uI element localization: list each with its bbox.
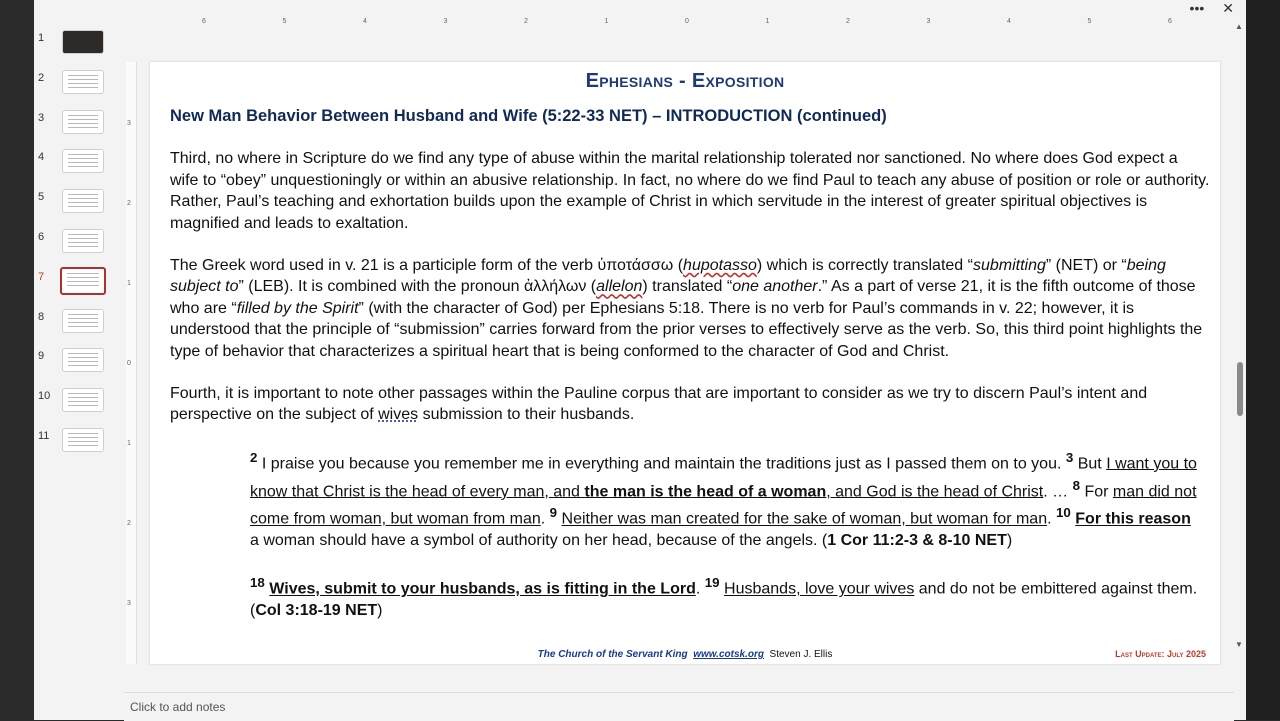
preview-line <box>68 445 98 446</box>
slide-thumbnail[interactable] <box>34 348 124 380</box>
text: But <box>1073 455 1107 473</box>
ruler-tick: 1 <box>604 18 609 25</box>
slide-thumbnail[interactable] <box>34 309 124 341</box>
text: . <box>695 580 705 598</box>
preview-line <box>68 198 98 199</box>
ellipsis-icon[interactable]: ••• <box>1189 0 1205 16</box>
text: Fourth, it is important to note other passages within the Pauline corpus that are important to consider as we try to discern Paul’s intent and perspective on the subject of <box>170 385 1148 424</box>
term-hupotasso: hupotasso <box>683 257 757 275</box>
preview-line <box>67 281 99 282</box>
preview-line <box>68 115 98 116</box>
preview-line <box>68 433 98 434</box>
preview-line <box>68 87 98 88</box>
ruler-tick: 1 <box>127 440 131 447</box>
ruler-tick: 2 <box>846 18 850 25</box>
preview-line <box>68 162 98 163</box>
slide-footer <box>150 649 1220 660</box>
author-name: Steven J. Ellis <box>769 649 833 660</box>
ruler-tick: 6 <box>202 18 206 25</box>
ruler-tick: 3 <box>926 18 931 25</box>
text: . … <box>1043 482 1073 500</box>
underlined-text: man did not come from woman, but woman from man <box>250 482 1197 528</box>
ruler-tick: 1 <box>127 280 131 287</box>
ruler-tick: 4 <box>363 18 367 25</box>
preview-line <box>67 285 99 286</box>
ruler-tick: 3 <box>127 600 131 607</box>
text: . <box>540 510 550 528</box>
preview-line <box>68 361 98 362</box>
vertical-scrollbar[interactable] <box>1234 22 1246 678</box>
preview-line <box>67 277 99 278</box>
preview-line <box>68 393 98 394</box>
title-bar-controls <box>1190 0 1234 16</box>
preview-line <box>68 246 98 247</box>
ruler-tick: 2 <box>127 200 131 207</box>
bold-text: the man is the head of a woman <box>584 482 827 500</box>
underlined-text: Neither was man created for the sake of woman, but woman for man <box>561 510 1048 528</box>
notes-placeholder[interactable]: Click to add notes <box>130 700 226 714</box>
slide-number: 5 <box>38 191 45 204</box>
underlined-text: I want you to know that Christ is the head of every man, and <box>250 455 1197 500</box>
text: I praise you because you remember me in everything and maintain the traditions just as I passed them on to you. <box>257 455 1066 473</box>
scripture-reference: Col 3:18-19 NET <box>255 602 378 620</box>
term-submitting: submitting <box>972 257 1046 275</box>
preview-line <box>68 322 98 323</box>
text: For <box>1080 482 1113 500</box>
preview-line <box>67 273 99 274</box>
slide-preview[interactable] <box>60 267 106 295</box>
text: ) which is correctly translated “ <box>756 257 973 275</box>
notes-pane[interactable] <box>124 692 1234 721</box>
text: ” (with the character of God) per Ephesians 5:18. There is no verb for Paul’s commands in v. 22; however, it is understood that the principle of “submission” carries forward from the prior verses to effectively serve as the verb. So, this third point highlights the type of behavior that characterizes a spiritual heart that is being conformed to the character of God and Christ. <box>170 299 1203 360</box>
ruler-tick: 5 <box>1087 18 1092 25</box>
text: a woman should have a symbol of authority on her head, because of the angels. ( <box>250 532 828 550</box>
preview-line <box>68 75 98 76</box>
preview-line <box>68 437 98 438</box>
horizontal-ruler <box>152 18 1218 30</box>
verse-number: 3 <box>1065 449 1074 465</box>
term-wives: wives <box>378 406 419 424</box>
slide-thumbnail[interactable] <box>34 269 124 301</box>
slide-preview[interactable] <box>62 70 104 94</box>
vertical-ruler <box>126 62 137 664</box>
slide-preview[interactable] <box>62 428 104 452</box>
text: submission to their husbands. <box>418 406 635 424</box>
preview-line <box>68 401 98 402</box>
paragraph-fourth <box>170 383 1210 426</box>
verse-number: 18 <box>250 575 265 591</box>
preview-line <box>68 206 98 207</box>
slide-number: 1 <box>38 32 45 44</box>
text: and do not be embittered against them. ( <box>250 580 1198 620</box>
preview-line <box>68 326 98 327</box>
slide-thumbnail[interactable] <box>34 189 124 221</box>
slide-number: 10 <box>38 390 51 403</box>
slide-preview[interactable] <box>62 348 104 372</box>
preview-line <box>68 397 98 398</box>
ruler-tick: 3 <box>127 120 131 127</box>
slide-body[interactable] <box>170 106 1210 643</box>
text: ” (NET) or “ <box>1045 257 1127 275</box>
term-being-subject: being subject to <box>170 257 1166 296</box>
text: ) <box>377 602 383 620</box>
preview-line <box>68 166 98 167</box>
ruler-tick: 1 <box>765 18 770 25</box>
term-one-another: one another <box>732 278 818 296</box>
preview-line <box>68 318 98 319</box>
slide-preview[interactable] <box>62 309 104 333</box>
preview-line <box>68 154 98 155</box>
preview-line <box>68 123 98 124</box>
preview-line <box>68 194 98 195</box>
verse-number: 9 <box>549 505 558 521</box>
slide-number: 2 <box>38 71 45 84</box>
slide-preview[interactable] <box>62 110 104 134</box>
ruler-tick: 2 <box>524 18 528 25</box>
slide-title[interactable]: Ephesians - Exposition <box>585 70 785 92</box>
slide-number: 4 <box>38 151 45 164</box>
verse-number: 8 <box>1072 477 1081 493</box>
close-icon[interactable]: ✕ <box>1222 0 1234 16</box>
text: ) translated “ <box>642 278 733 296</box>
slide-preview[interactable] <box>62 229 104 253</box>
underlined-text: , and God is the head of Christ <box>826 482 1044 500</box>
slide-canvas[interactable] <box>150 62 1220 664</box>
paragraph-greek-word <box>170 255 1210 362</box>
website-link[interactable]: www.cotsk.org <box>693 649 764 660</box>
ruler-tick: 2 <box>127 520 131 527</box>
bold-text: For this reason <box>1075 510 1191 528</box>
preview-line <box>68 127 98 128</box>
slide-number: 8 <box>38 310 45 323</box>
preview-line <box>68 314 98 315</box>
preview-line <box>68 365 98 366</box>
preview-line <box>68 441 98 442</box>
text: . <box>1047 510 1056 528</box>
term-allelon: allelon <box>596 278 643 296</box>
ruler-tick: 6 <box>1168 18 1172 25</box>
paragraph-third: Third, no where in Scripture do we find any type of abuse within the marital relationship tolerated nor sanctioned. No where does God expect a wife to “obey” unquestioningly or within an abusive relationship. In fact, no where do we find Paul to teach any abuse of position or role or authority. Rather, Paul’s teaching and exhortation builds upon the example of Christ in which servitude in the interest of greater spiritual objectives is magnified and leads to exaltation. <box>170 150 1210 232</box>
verse-number: 19 <box>704 575 720 591</box>
text: ” (LEB). It is combined with the pronoun ἀλλήλων ( <box>238 278 597 296</box>
preview-line <box>68 83 98 84</box>
quote-1-corinthians <box>250 447 1200 552</box>
text: ) <box>1006 532 1013 550</box>
scroll-up-icon[interactable]: ▲ <box>1235 22 1243 31</box>
ruler-tick: 4 <box>1007 18 1011 25</box>
scrollbar-thumb[interactable] <box>1237 362 1243 416</box>
slide-preview[interactable] <box>62 149 104 173</box>
slide-thumbnail[interactable] <box>34 70 124 102</box>
ruler-tick: 5 <box>282 18 287 25</box>
slide-number: 7 <box>38 270 45 283</box>
slide-number: 6 <box>38 231 45 243</box>
church-name: The Church of the Servant King <box>537 649 688 660</box>
slide-thumbnail[interactable] <box>34 30 124 62</box>
verse-number: 10 <box>1055 505 1071 521</box>
term-filled-by-spirit: filled by the Spirit <box>236 299 359 317</box>
scroll-down-icon[interactable]: ▼ <box>1235 640 1243 649</box>
slide-preview[interactable] <box>62 30 104 54</box>
preview-line <box>68 357 98 358</box>
last-update: Last Update: July 2025 <box>1115 649 1206 659</box>
preview-line <box>68 234 98 235</box>
preview-line <box>68 158 98 159</box>
bold-text: Wives, submit to your husbands, as is fitting in the Lord <box>269 580 696 598</box>
scripture-reference: 1 Cor 11:2-3 & 8-10 NET <box>827 532 1007 550</box>
slide-thumbnail[interactable] <box>34 110 124 142</box>
quote-colossians <box>250 572 1200 621</box>
slide-preview[interactable] <box>62 189 104 213</box>
ruler-tick: 0 <box>127 360 131 367</box>
slide-thumbnail[interactable] <box>34 149 124 181</box>
slide-thumbnail[interactable] <box>34 229 124 261</box>
slide-number: 3 <box>38 111 45 124</box>
preview-line <box>68 242 98 243</box>
ruler-tick: 3 <box>443 18 448 25</box>
desktop-background <box>1246 0 1280 720</box>
slide-number: 11 <box>38 430 50 442</box>
underlined-text: Husbands, love your wives <box>724 580 915 598</box>
slide-thumbnail[interactable] <box>34 388 124 420</box>
ruler-tick: 0 <box>685 18 689 25</box>
preview-line <box>68 353 98 354</box>
verse-number: 2 <box>250 449 258 465</box>
text: The Greek word used in v. 21 is a participle form of the verb ὑποτάσσω ( <box>170 257 684 275</box>
slide-number: 9 <box>38 350 45 363</box>
preview-line <box>68 79 98 80</box>
slide-preview[interactable] <box>62 388 104 412</box>
text: .” As a part of verse 21, it is the fifth outcome of those who are “ <box>170 278 1196 317</box>
preview-line <box>68 119 98 120</box>
preview-line <box>68 202 98 203</box>
slide-thumbnail[interactable] <box>34 428 124 460</box>
preview-line <box>68 238 98 239</box>
section-heading: New Man Behavior Between Husband and Wife (5:22-33 NET) – INTRODUCTION (continued) <box>170 107 887 125</box>
slide-thumbnail-panel <box>34 20 124 680</box>
preview-line <box>68 405 98 406</box>
